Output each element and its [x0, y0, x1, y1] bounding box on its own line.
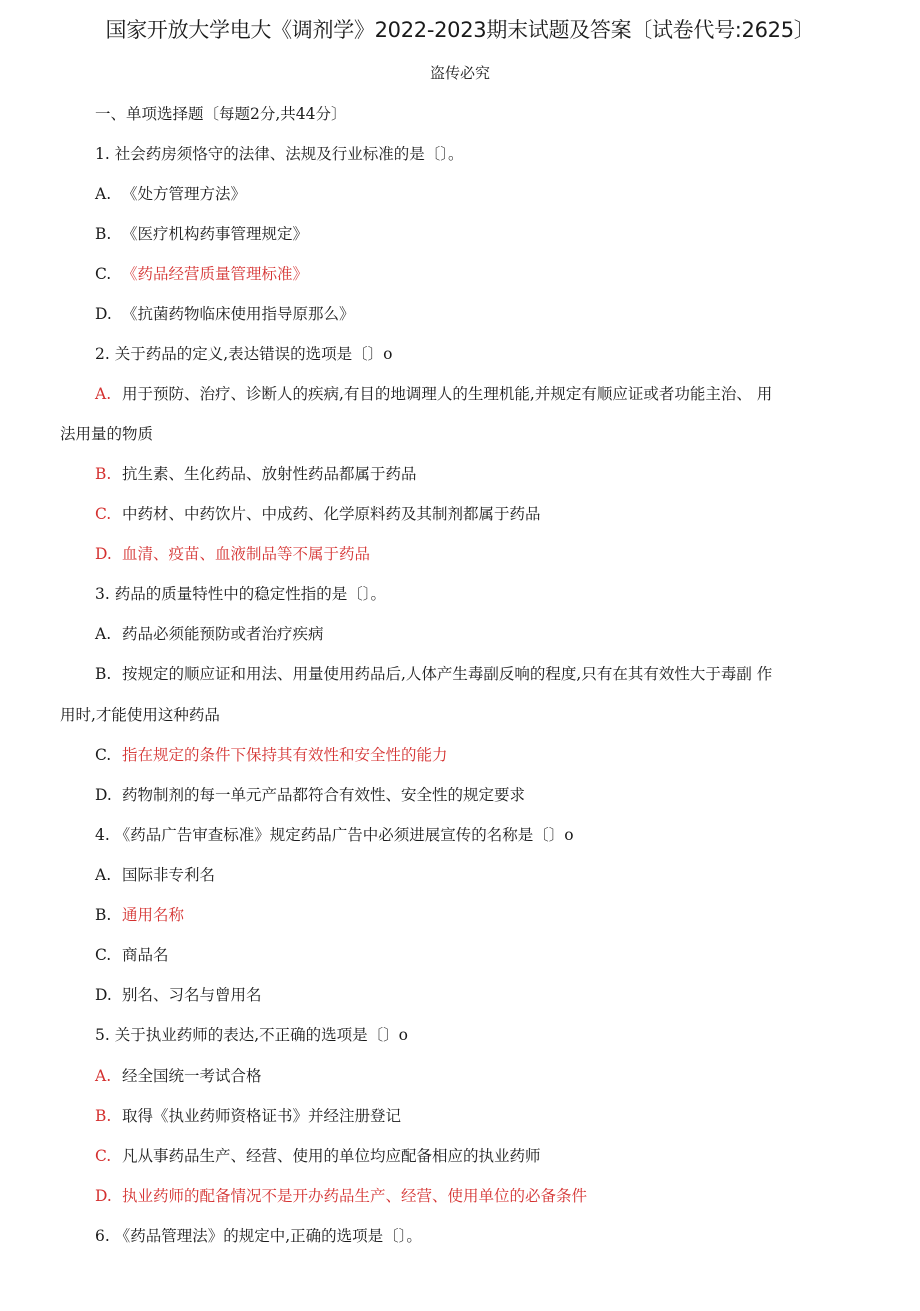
- option-mark: C.: [95, 265, 112, 283]
- option-text-answer: 指在规定的条件下保持其有效性和安全性的能力: [122, 746, 448, 764]
- option-mark-answer: C.: [95, 1147, 112, 1165]
- option-mark-answer: D.: [95, 545, 112, 563]
- option-1d: [95, 303, 355, 325]
- option-text: 《医疗机构药事管理规定》: [122, 225, 309, 243]
- option-2c: [95, 503, 541, 525]
- option-3b-continuation: 用时,才能使用这种药品: [60, 706, 220, 724]
- option-mark-answer: C.: [95, 505, 112, 523]
- option-text: 取得《执业药师资格证书》并经注册登记: [122, 1107, 402, 1125]
- option-text: 凡从事药品生产、经营、使用的单位均应配备相应的执业药师: [122, 1147, 541, 1165]
- option-mark: B.: [95, 225, 112, 243]
- option-mark: B.: [95, 906, 112, 924]
- option-text: 抗生素、生化药品、放射性药品都属于药品: [122, 465, 417, 483]
- option-3c: [95, 744, 448, 766]
- option-1b: [95, 223, 308, 245]
- option-mark-answer: D.: [95, 1187, 112, 1205]
- option-mark: D.: [95, 305, 112, 323]
- option-mark-answer: B.: [95, 1107, 112, 1125]
- option-text: 用于预防、治疗、诊断人的疾病,有目的地调理人的生理机能,并规定有顺应证或者功能主治、 用: [122, 385, 773, 403]
- option-text: 商品名: [122, 946, 169, 964]
- watermark-notice: 盗传必究: [429, 64, 490, 82]
- option-4d: [95, 984, 262, 1006]
- option-text: 《处方管理方法》: [122, 185, 247, 203]
- option-4a: [95, 864, 215, 886]
- document-title: 国家开放大学电大《调剂学》2022-2023期末试题及答案〔试卷代号:2625〕: [105, 18, 815, 42]
- option-3b: [95, 663, 772, 685]
- question-stem-1: 1. 社会药房须恪守的法律、法规及行业标准的是〔〕。: [95, 145, 464, 163]
- option-5a: [95, 1065, 262, 1087]
- option-mark: C.: [95, 746, 112, 764]
- option-mark: D.: [95, 786, 112, 804]
- option-text: 国际非专利名: [122, 866, 216, 884]
- option-text: 药品必须能预防或者治疗疾病: [122, 625, 324, 643]
- option-2a: [95, 383, 772, 405]
- question-stem-3: 3. 药品的质量特性中的稳定性指的是〔〕。: [95, 585, 386, 603]
- option-mark-answer: A.: [95, 1067, 112, 1085]
- option-3d: [95, 784, 525, 806]
- option-mark-answer: B.: [95, 465, 112, 483]
- option-5c: [95, 1145, 541, 1167]
- question-stem-4: 4. 《药品广告审查标准》规定药品广告中必须进展宣传的名称是〔〕o: [95, 826, 574, 844]
- option-text: 经全国统一考试合格: [122, 1067, 262, 1085]
- option-text: 药物制剂的每一单元产品都符合有效性、安全性的规定要求: [122, 786, 526, 804]
- option-text-answer: 《药品经营质量管理标准》: [122, 265, 309, 283]
- option-text: 按规定的顺应证和用法、用量使用药品后,人体产生毒副反响的程度,只有在其有效性大于毒副 作: [122, 665, 773, 683]
- option-4c: [95, 944, 169, 966]
- option-5b: [95, 1105, 401, 1127]
- option-mark: B.: [95, 665, 112, 683]
- option-1a: [95, 183, 246, 205]
- option-2d: [95, 543, 370, 565]
- option-text: 别名、习名与曾用名: [122, 986, 262, 1004]
- option-text-answer: 血清、疫苗、血液制品等不属于药品: [122, 545, 371, 563]
- option-mark: A.: [95, 866, 112, 884]
- option-text-answer: 通用名称: [122, 906, 185, 924]
- question-stem-2: 2. 关于药品的定义,表达错误的选项是〔〕o: [95, 345, 393, 363]
- option-5d: [95, 1185, 587, 1207]
- section-heading: 一、单项选择题〔每题2分,共44分〕: [95, 105, 347, 123]
- option-2a-continuation: 法用量的物质: [60, 425, 154, 443]
- option-text-answer: 执业药师的配备情况不是开办药品生产、经营、使用单位的必备条件: [122, 1187, 588, 1205]
- option-mark: D.: [95, 986, 112, 1004]
- option-1c: [95, 263, 308, 285]
- option-mark: A.: [95, 625, 112, 643]
- option-text: 中药材、中药饮片、中成药、化学原料药及其制剂都属于药品: [122, 505, 541, 523]
- question-stem-5: 5. 关于执业药师的表达,不正确的选项是〔〕o: [95, 1026, 408, 1044]
- option-mark: C.: [95, 946, 112, 964]
- option-3a: [95, 623, 324, 645]
- option-4b: [95, 904, 184, 926]
- option-text: 《抗菌药物临床使用指导原那么》: [122, 305, 355, 323]
- option-mark: A.: [95, 185, 112, 203]
- option-mark-answer: A.: [95, 385, 112, 403]
- option-2b: [95, 463, 417, 485]
- question-stem-6: 6. 《药品管理法》的规定中,正确的选项是〔〕。: [95, 1227, 422, 1245]
